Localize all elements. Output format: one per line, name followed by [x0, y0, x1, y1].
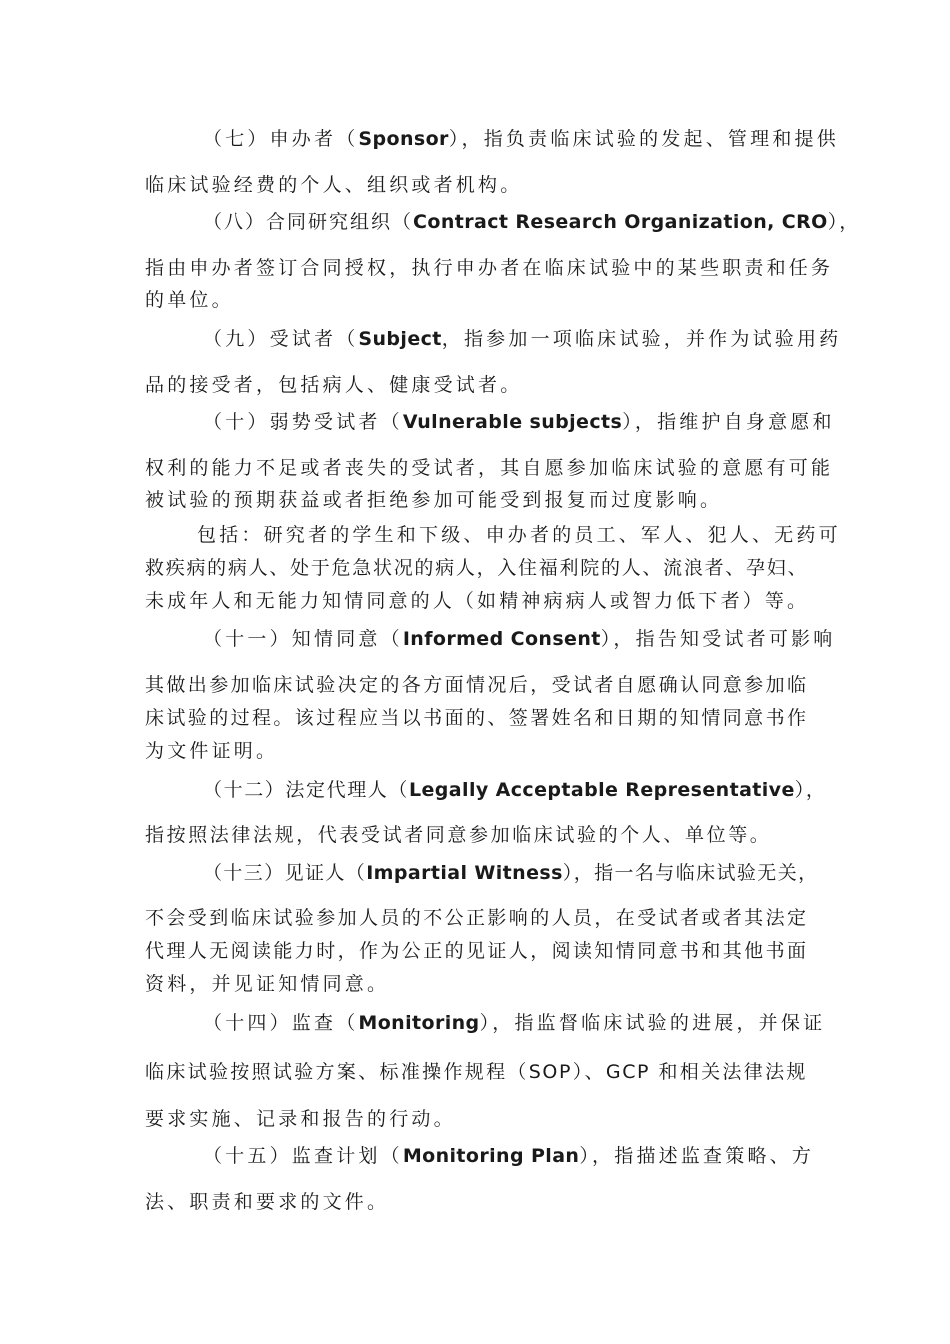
english-term: Contract Research Organization, CRO: [413, 211, 828, 233]
definition-text: ），指一名与临床试验无关，: [562, 862, 819, 884]
text-line: 为文件证明。: [145, 740, 279, 762]
text-line: 救疾病的病人、处于危急状况的病人，入住福利院的人、流浪者、孕妇、: [145, 557, 807, 579]
english-term: Sponsor: [358, 128, 449, 150]
text-line: 代理人无阅读能力时，作为公正的见证人，阅读知情同意书和其他书面: [145, 940, 807, 962]
text-line: 其做出参加临床试验决定的各方面情况后，受试者自愿确认同意参加临: [145, 674, 807, 696]
text-line: 法、职责和要求的文件。: [145, 1191, 390, 1213]
definition-text: ），指告知受试者可影响: [600, 628, 836, 650]
text-line: 未成年人和无能力知情同意的人（如精神病病人或智力低下者）等。: [145, 590, 807, 612]
definition-number: （十四）监查（: [203, 1012, 359, 1034]
english-term: Monitoring Plan: [402, 1145, 580, 1167]
english-term: Informed Consent: [402, 628, 601, 650]
definition-number: （七）申办者（: [203, 128, 359, 150]
text-line: 权利的能力不足或者丧失的受试者，其自愿参加临床试验的意愿有可能: [145, 457, 834, 479]
text-line: 指由申办者签订合同授权，执行申办者在临床试验中的某些职责和任务: [145, 257, 834, 279]
definition-number: （十三）见证人（: [203, 862, 367, 884]
definition-text: ），指监督临床试验的进展，并保证: [479, 1012, 826, 1034]
definition-number: （十）弱势受试者（: [203, 411, 403, 433]
definition-heading-line: [203, 326, 842, 352]
text-line: 品的接受者，包括病人、健康受试者。: [145, 374, 523, 396]
text-line: 要求实施、记录和报告的行动。: [145, 1108, 456, 1130]
text-line: 临床试验经费的个人、组织或者机构。: [145, 174, 523, 196]
english-term: Vulnerable subjects: [402, 411, 623, 433]
definition-heading-line: [203, 626, 836, 652]
english-term: Impartial Witness: [366, 862, 563, 884]
definition-number: （十二）法定代理人（: [203, 779, 410, 801]
definition-heading-line: [203, 777, 826, 803]
text-line: 指按照法律法规，代表受试者同意参加临床试验的个人、单位等。: [145, 824, 772, 846]
definition-heading-line: [203, 860, 819, 886]
definition-number: （八）合同研究组织（: [203, 211, 414, 233]
definition-heading-line: [203, 209, 860, 235]
definition-text: ），指描述监查策略、方: [579, 1145, 815, 1167]
definition-heading-line: [203, 1010, 826, 1036]
english-term: Subject: [358, 328, 442, 350]
definition-text: ，指参加一项临床试验，并作为试验用药: [441, 328, 842, 350]
definition-number: （九）受试者（: [203, 328, 359, 350]
definition-heading-line: [203, 126, 839, 152]
definition-number: （十一）知情同意（: [203, 628, 403, 650]
english-term: Legally Acceptable Representative: [409, 779, 795, 801]
english-term: Monitoring: [358, 1012, 480, 1034]
text-line: 临床试验按照试验方案、标准操作规程（SOP）、GCP 和相关法律法规: [145, 1061, 807, 1083]
definition-text: ），: [794, 779, 827, 801]
text-line: 资料，并见证知情同意。: [145, 973, 390, 995]
definition-heading-line: [203, 1143, 815, 1169]
definition-heading-line: [203, 409, 835, 435]
text-line: 床试验的过程。该过程应当以书面的、签署姓名和日期的知情同意书作: [145, 707, 807, 729]
text-line: 的单位。: [145, 289, 234, 311]
definition-text: ），: [827, 211, 861, 233]
text-line: 包括：研究者的学生和下级、申办者的员工、军人、犯人、无药可: [197, 524, 841, 546]
definition-text: ），指维护自身意愿和: [622, 411, 835, 433]
definition-number: （十五）监查计划（: [203, 1145, 403, 1167]
text-line: 被试验的预期获益或者拒绝参加可能受到报复而过度影响。: [145, 489, 723, 511]
text-line: 不会受到临床试验参加人员的不公正影响的人员，在受试者或者其法定: [145, 907, 807, 929]
definition-text: ），指负责临床试验的发起、管理和提供: [448, 128, 839, 150]
